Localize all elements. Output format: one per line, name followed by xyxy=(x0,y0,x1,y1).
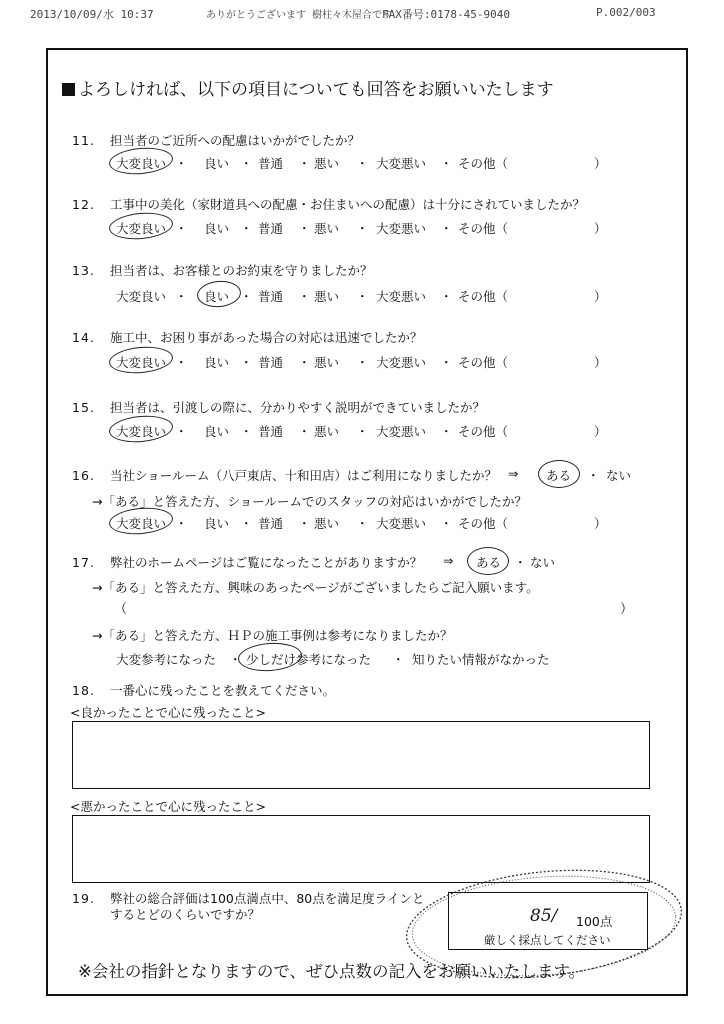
option-separator: ・ xyxy=(298,221,311,236)
option-separator: ・ xyxy=(440,156,453,171)
q14-options xyxy=(116,353,616,371)
option-other[interactable]: その他（ xyxy=(458,156,509,171)
option-separator: ・ xyxy=(175,156,188,171)
question-number: 14. xyxy=(72,330,95,345)
option-other-close: ） xyxy=(594,289,607,304)
page-title xyxy=(62,75,554,100)
question-number: 16. xyxy=(72,468,95,483)
option-very-bad[interactable]: 大変悪い xyxy=(376,424,427,439)
q16-followup: →「ある」と答えた方、ショールームでのスタッフの対応はいかがでしたか？ xyxy=(92,494,527,509)
question-text: 工事中の美化（家財道具への配慮・お住まいへの配慮）は十分にされていましたか？ xyxy=(110,197,586,212)
question-17 xyxy=(72,553,422,571)
square-bullet-icon xyxy=(62,83,75,96)
option-bad[interactable]: 悪い xyxy=(314,516,340,531)
option-very-bad[interactable]: 大変悪い xyxy=(376,516,427,531)
option-very-bad[interactable]: 大変悪い xyxy=(376,156,427,171)
q16-options xyxy=(116,514,616,532)
question-11 xyxy=(72,131,360,149)
question-number: 19. xyxy=(72,891,95,906)
option-bad[interactable]: 悪い xyxy=(314,289,340,304)
fax-header xyxy=(0,6,724,24)
question-16 xyxy=(72,466,497,484)
option-very-good[interactable]: 大変良い xyxy=(116,424,167,439)
q17-option-very-helpful[interactable]: 大変参考になった xyxy=(116,652,217,667)
option-other[interactable]: その他（ xyxy=(458,221,509,236)
q11-options xyxy=(116,154,616,172)
option-separator: ・ xyxy=(356,289,369,304)
option-very-good[interactable]: 大変良い xyxy=(116,516,167,531)
option-bad[interactable]: 悪い xyxy=(314,156,340,171)
fax-number: FAX番号:0178-45-9040 xyxy=(382,8,510,21)
option-other-close: ） xyxy=(594,221,607,236)
option-very-good[interactable]: 大変良い xyxy=(116,156,167,171)
question-text: 弊社のホームページはご覧になったことがありますか？ xyxy=(110,555,423,570)
q15-options xyxy=(116,422,616,440)
option-separator: ・ xyxy=(175,355,188,370)
option-separator: ・ xyxy=(175,424,188,439)
q18-good-textarea[interactable] xyxy=(72,721,650,789)
option-other[interactable]: その他（ xyxy=(458,289,509,304)
option-separator: ・ xyxy=(298,424,311,439)
q17-separator: ・ xyxy=(514,555,527,570)
option-other[interactable]: その他（ xyxy=(458,516,509,531)
option-other[interactable]: その他（ xyxy=(458,355,509,370)
question-text: 施工中、お困り事があった場合の対応は迅速でしたか？ xyxy=(110,330,423,345)
option-separator: ・ xyxy=(298,516,311,531)
q16-no-option[interactable]: ない xyxy=(606,468,632,483)
option-bad[interactable]: 悪い xyxy=(314,424,340,439)
option-separator: ・ xyxy=(175,516,188,531)
option-other-close: ） xyxy=(594,156,607,171)
option-separator: ・ xyxy=(356,424,369,439)
option-normal[interactable]: 普通 xyxy=(258,156,284,171)
option-normal[interactable]: 普通 xyxy=(258,221,284,236)
question-number: 18. xyxy=(72,683,95,698)
option-bad[interactable]: 悪い xyxy=(314,355,340,370)
question-text: 担当者のご近所への配慮はいかがでしたか？ xyxy=(110,133,361,148)
option-separator: ・ xyxy=(240,221,253,236)
option-separator: ・ xyxy=(356,156,369,171)
q16-separator: ・ xyxy=(587,468,600,483)
option-separator: ・ xyxy=(175,221,188,236)
option-good[interactable]: 良い xyxy=(204,289,230,304)
fax-page: P.002/003 xyxy=(596,6,656,19)
question-text: 当社ショールーム（八戸東店、十和田店）はご利用になりましたか？ xyxy=(110,468,498,483)
option-separator: ・ xyxy=(240,289,253,304)
option-normal[interactable]: 普通 xyxy=(258,355,284,370)
score-max: 100点 xyxy=(576,914,613,929)
q17-arrow: ⇒ xyxy=(443,553,454,568)
option-very-good[interactable]: 大変良い xyxy=(116,221,167,236)
q17-option-not-helpful[interactable]: 知りたい情報がなかった xyxy=(412,652,550,667)
option-very-bad[interactable]: 大変悪い xyxy=(376,355,427,370)
option-very-good[interactable]: 大変良い xyxy=(116,289,167,304)
option-normal[interactable]: 普通 xyxy=(258,516,284,531)
question-number: 17. xyxy=(72,555,95,570)
option-very-bad[interactable]: 大変悪い xyxy=(376,221,427,236)
option-separator: ・ xyxy=(240,156,253,171)
q18-bad-label: <悪かったことで心に残ったこと> xyxy=(70,799,266,814)
question-text: 一番心に残ったことを教えてください。 xyxy=(110,683,336,698)
q17-no-option[interactable]: ない xyxy=(530,555,556,570)
option-separator: ・ xyxy=(440,516,453,531)
question-text: 弊社の総合評価は100点満点中、80点を満足度ラインと xyxy=(110,891,425,906)
score-note: 厳しく採点してください xyxy=(484,933,611,947)
q17-separator: ・ xyxy=(392,652,405,667)
question-12 xyxy=(72,195,585,213)
q17-followup-1: →「ある」と答えた方、興味のあったページがございましたらご記入願います。 xyxy=(92,580,539,595)
q17-paren-open: （ xyxy=(114,602,128,617)
option-other-close: ） xyxy=(594,355,607,370)
option-good[interactable]: 良い xyxy=(204,424,230,439)
option-separator: ・ xyxy=(298,156,311,171)
question-18 xyxy=(72,681,335,699)
option-very-bad[interactable]: 大変悪い xyxy=(376,289,427,304)
option-separator: ・ xyxy=(356,355,369,370)
option-separator: ・ xyxy=(440,424,453,439)
option-separator: ・ xyxy=(240,516,253,531)
q16-yes-option[interactable]: ある xyxy=(546,468,572,483)
fax-message: ありがとうございます 樹柱々木屋合です xyxy=(206,10,393,21)
option-very-good[interactable]: 大変良い xyxy=(116,355,167,370)
footer-note: ※会社の指針となりますので、ぜひ点数の記入をお願いいたします。 xyxy=(78,962,586,981)
question-text: 担当者は、お客様とのお約束を守りましたか？ xyxy=(110,263,373,278)
q17-paren-close: ） xyxy=(620,602,634,617)
q18-good-label: <良かったことで心に残ったこと> xyxy=(70,705,266,720)
question-number: 12. xyxy=(72,197,95,212)
option-other-close: ） xyxy=(594,424,607,439)
option-good[interactable]: 良い xyxy=(204,516,230,531)
option-normal[interactable]: 普通 xyxy=(258,289,284,304)
option-separator: ・ xyxy=(356,221,369,236)
option-other-close: ） xyxy=(594,516,607,531)
option-good[interactable]: 良い xyxy=(204,156,230,171)
option-separator: ・ xyxy=(175,289,188,304)
option-separator: ・ xyxy=(240,355,253,370)
question-14 xyxy=(72,328,422,346)
q17-option-somewhat-helpful[interactable]: 少しだけ参考になった xyxy=(246,652,372,667)
fax-datetime: 2013/10/09/水 10:37 xyxy=(30,8,154,21)
option-separator: ・ xyxy=(356,516,369,531)
q12-options xyxy=(116,219,616,237)
question-15 xyxy=(72,398,485,416)
q13-options xyxy=(116,287,616,305)
question-number: 13. xyxy=(72,263,95,278)
q16-arrow: ⇒ xyxy=(508,466,519,481)
option-separator: ・ xyxy=(440,289,453,304)
question-19-text-2: するとどのくらいですか？ xyxy=(110,907,261,922)
q17-separator: ・ xyxy=(229,652,242,667)
q17-yes-option[interactable]: ある xyxy=(476,555,502,570)
option-separator: ・ xyxy=(240,424,253,439)
option-normal[interactable]: 普通 xyxy=(258,424,284,439)
option-separator: ・ xyxy=(440,355,453,370)
option-good[interactable]: 良い xyxy=(204,221,230,236)
question-13 xyxy=(72,261,373,279)
question-text: 担当者は、引渡しの際に、分かりやすく説明ができていましたか？ xyxy=(110,400,486,415)
question-number: 15. xyxy=(72,400,95,415)
option-other[interactable]: その他（ xyxy=(458,424,509,439)
option-good[interactable]: 良い xyxy=(204,355,230,370)
option-separator: ・ xyxy=(440,221,453,236)
q17-followup-2: →「ある」と答えた方、ＨＰの施工事例は参考になりましたか？ xyxy=(92,628,453,643)
page-title-text: よろしければ、以下の項目についても回答をお願いいたします xyxy=(78,80,554,100)
score-written: 85/ xyxy=(530,906,558,926)
question-number: 11. xyxy=(72,133,95,148)
option-separator: ・ xyxy=(298,289,311,304)
option-bad[interactable]: 悪い xyxy=(314,221,340,236)
option-separator: ・ xyxy=(298,355,311,370)
